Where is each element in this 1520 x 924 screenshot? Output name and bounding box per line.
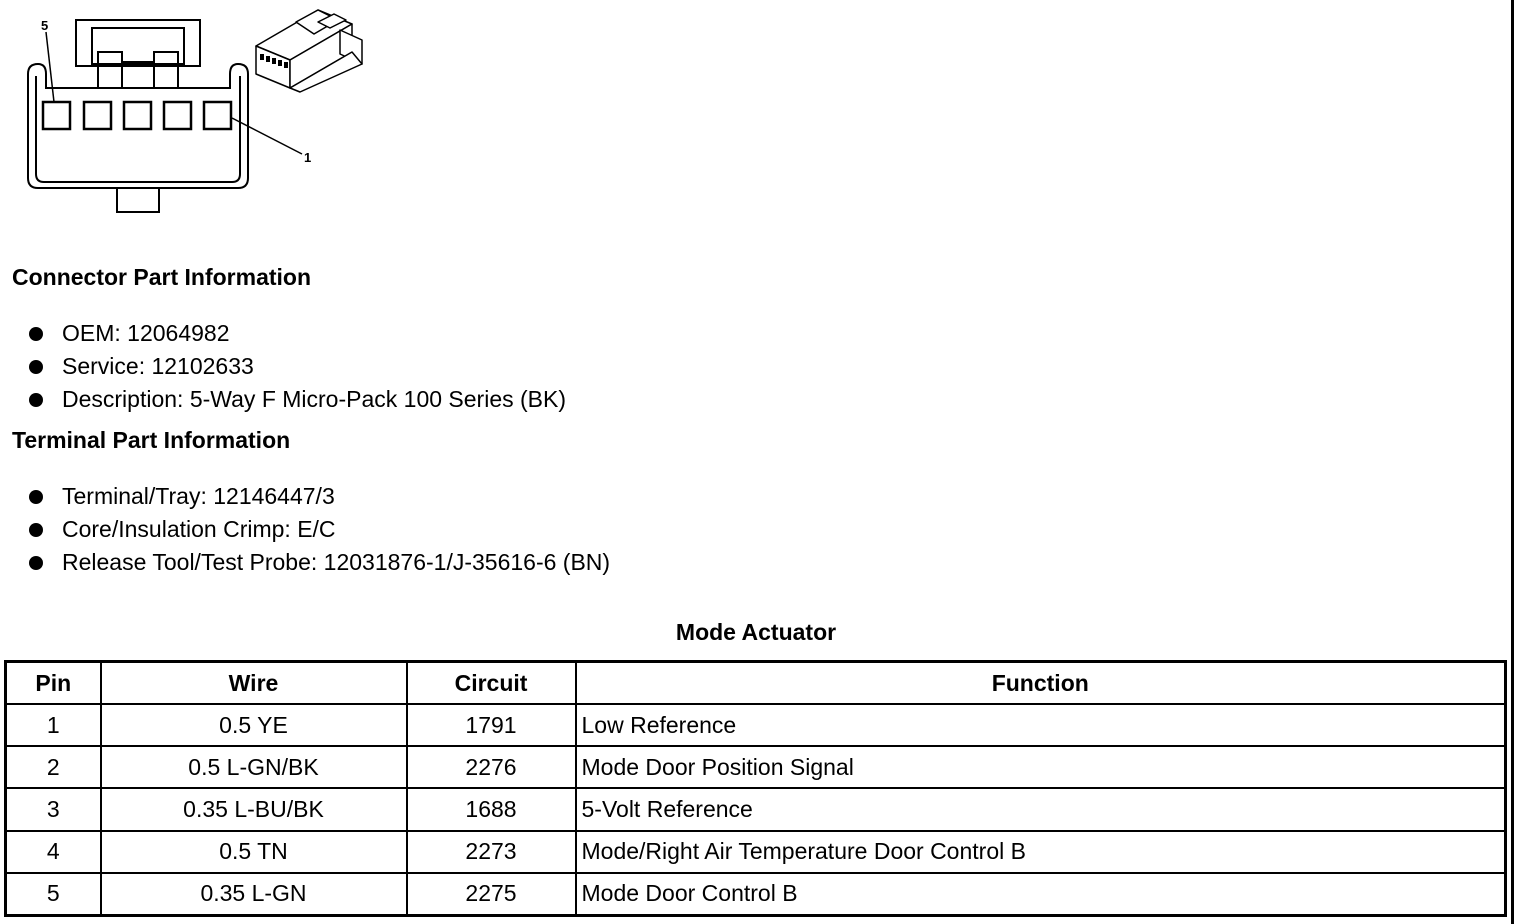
connector-diagram <box>0 0 380 220</box>
pin-cell: 1 <box>6 704 101 746</box>
table-title: Mode Actuator <box>675 619 837 645</box>
function-cell: Mode Door Position Signal <box>576 746 1506 788</box>
pin-5-label: 5 <box>41 18 49 33</box>
wire-cell: 0.35 L-BU/BK <box>101 788 407 830</box>
table-row <box>6 704 1506 746</box>
right-border-rule <box>1511 0 1514 924</box>
wire-cell: 0.35 L-GN <box>101 873 407 916</box>
connector-part-list <box>0 317 566 416</box>
terminal-part-list <box>0 480 610 579</box>
column-header-circuit: Circuit <box>407 662 576 705</box>
circuit-cell: 2273 <box>407 831 576 873</box>
list-item: Description: 5-Way F Micro-Pack 100 Series (BK) <box>0 383 566 416</box>
wire-cell: 0.5 YE <box>101 704 407 746</box>
table-row <box>6 788 1506 830</box>
column-header-function: Function <box>576 662 1506 705</box>
circuit-cell: 1791 <box>407 704 576 746</box>
table-header-row <box>6 662 1506 705</box>
bullet-icon <box>29 556 43 570</box>
function-cell: Mode Door Control B <box>576 873 1506 916</box>
list-item: OEM: 12064982 <box>0 317 566 350</box>
circuit-cell: 2276 <box>407 746 576 788</box>
terminal-part-heading: Terminal Part Information <box>12 427 291 453</box>
pin-cell: 4 <box>6 831 101 873</box>
pin-1-label: 1 <box>304 150 312 165</box>
list-item: Release Tool/Test Probe: 12031876-1/J-35616-6 (BN) <box>0 546 610 579</box>
function-cell: Low Reference <box>576 704 1506 746</box>
table-row <box>6 831 1506 873</box>
bullet-icon <box>29 360 43 374</box>
pinout-table <box>4 660 1507 917</box>
column-header-pin: Pin <box>6 662 101 705</box>
bullet-icon <box>29 393 43 407</box>
pin-cavity-1 <box>204 102 231 129</box>
circuit-cell: 2275 <box>407 873 576 916</box>
pin-cell: 2 <box>6 746 101 788</box>
table-row <box>6 873 1506 916</box>
circuit-cell: 1688 <box>407 788 576 830</box>
wire-cell: 0.5 L-GN/BK <box>101 746 407 788</box>
connector-part-heading: Connector Part Information <box>12 264 312 290</box>
list-item: Core/Insulation Crimp: E/C <box>0 513 610 546</box>
table-row <box>6 746 1506 788</box>
bullet-icon <box>29 490 43 504</box>
pin-cavity-4 <box>84 102 111 129</box>
pin-cavity-5 <box>43 102 70 129</box>
wire-cell: 0.5 TN <box>101 831 407 873</box>
bullet-icon <box>29 327 43 341</box>
function-cell: 5-Volt Reference <box>576 788 1506 830</box>
bullet-icon <box>29 523 43 537</box>
pin-cell: 5 <box>6 873 101 916</box>
pin-cavity-2 <box>164 102 191 129</box>
list-item: Service: 12102633 <box>0 350 566 383</box>
column-header-wire: Wire <box>101 662 407 705</box>
list-item: Terminal/Tray: 12146447/3 <box>0 480 610 513</box>
function-cell: Mode/Right Air Temperature Door Control B <box>576 831 1506 873</box>
pin-cavity-3 <box>124 102 151 129</box>
pin-cell: 3 <box>6 788 101 830</box>
